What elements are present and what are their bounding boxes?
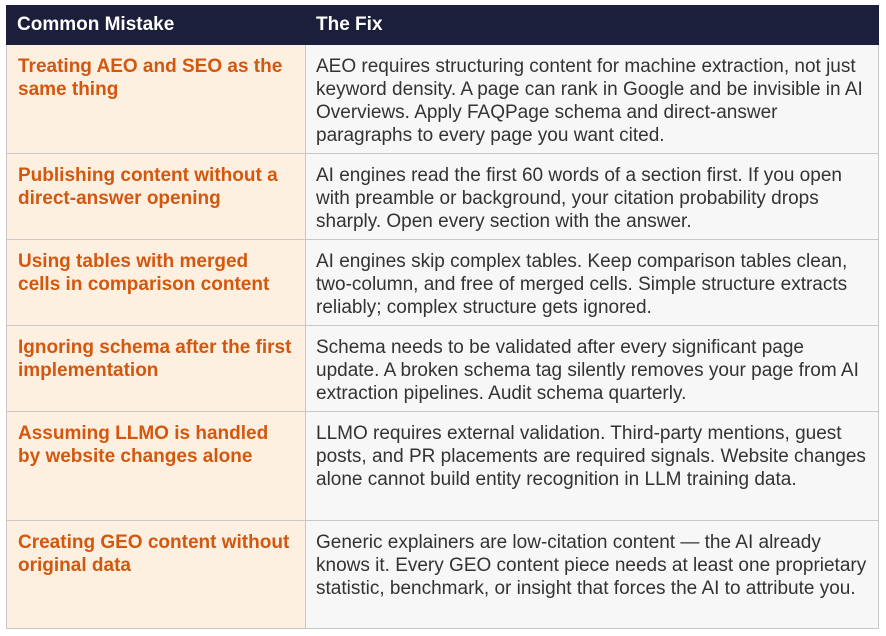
mistake-cell: Using tables with merged cells in comparison content [7,240,306,326]
mistake-cell: Treating AEO and SEO as the same thing [7,45,306,154]
mistake-cell: Assuming LLMO is handled by website changes alone [7,412,306,521]
table-row [7,326,879,412]
table-row [7,45,879,154]
fix-cell: LLMO requires external validation. Third-party mentions, guest posts, and PR placements are required signals. Website changes alone cannot build entity recognition in LLM training data. [306,412,879,521]
fix-cell: Generic explainers are low-citation content — the AI already knows it. Every GEO content piece needs at least one proprietary statistic, benchmark, or insight that forces the AI to attribute you. [306,521,879,629]
header-common-mistake: Common Mistake [7,6,306,45]
mistake-cell: Creating GEO content without original data [7,521,306,629]
header-row [7,6,879,45]
table-row [7,412,879,521]
fix-cell: AI engines read the first 60 words of a section first. If you open with preamble or background, your citation probability drops sharply. Open every section with the answer. [306,154,879,240]
table-body [7,45,879,629]
header-the-fix: The Fix [306,6,879,45]
table-row [7,521,879,629]
fix-cell: AEO requires structuring content for machine extraction, not just keyword density. A page can rank in Google and be invisible in AI Overviews. Apply FAQPage schema and direct-answer paragraphs to every page you want cited. [306,45,879,154]
table-row [7,240,879,326]
fix-cell: Schema needs to be validated after every significant page update. A broken schema tag silently removes your page from AI extraction pipelines. Audit schema quarterly. [306,326,879,412]
table-row [7,154,879,240]
mistake-cell: Ignoring schema after the first implementation [7,326,306,412]
mistakes-table [6,5,879,629]
mistake-cell: Publishing content without a direct-answer opening [7,154,306,240]
fix-cell: AI engines skip complex tables. Keep comparison tables clean, two-column, and free of merged cells. Simple structure extracts reliably; complex structure gets ignored. [306,240,879,326]
table-header [7,6,879,45]
